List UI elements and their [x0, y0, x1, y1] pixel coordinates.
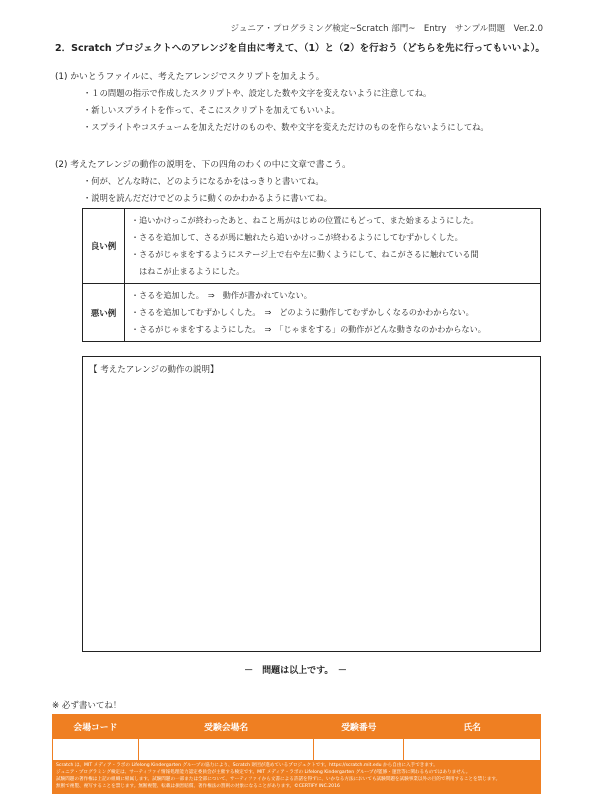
venue-name-header: 受験会場名: [138, 715, 314, 739]
footer-line: ジュニア・プログラミング検定は、サーティファイ情報処理能力認定委員会が主催する検定です。MIT メディア・ラボの Lifelong Kindergarten グループが監修・運営等に関わるものではありません。: [56, 770, 471, 775]
part2-heading: (2) 考えたアレンジの動作の説明を、下の四角のわくの中に文章で書こう。: [55, 160, 351, 170]
footer-line: 試験問題の著作権は上記の組織に帰属します。試験問題の一部または全部について、サーティファイから文書による許諾を得ずに、いかなる方法においても試験問題を試験事業以外の目的で利用することを禁じます。: [56, 777, 501, 782]
bad-example-line: ・さるを追加した。 ⇒ 動作が書かれていない。: [131, 290, 312, 300]
required-note: ※ 必ず書いてね！: [52, 701, 122, 711]
good-example-line: ・さるを追加して、さるが馬に触れたら追いかけっこが終わるようにしてむずかしくした。: [131, 232, 463, 242]
name-header: 氏名: [404, 715, 541, 739]
question-title: 2．Scratch プロジェクトへのアレンジを自由に考えて、（1）と（2）を行おう（どちらを先に行ってもいいよ）。: [55, 43, 545, 54]
footer-line: 無断で複製、複写することを禁じます。無断複製、転載は損害賠償、著作権法の罰則の対象になることがあります。©CERTIFY INC.2016: [56, 784, 340, 789]
good-example-line: ・さるがじゃまをするようにステージ上で右や左に動くようにして、ねこがさるに触れている間: [131, 249, 479, 259]
exam-number-header: 受験番号: [314, 715, 404, 739]
answer-box-title: 【 考えたアレンジの動作の説明】: [89, 365, 219, 375]
good-example-line: はねこが止まるようにした。: [131, 266, 245, 276]
footer-line: Scratch は、MIT メディア・ラボの Lifelong Kindergarten グループの協力により、Scratch 財団が進めているプロジェクトです。https://scratch.mit.edu から自由に入手できます。: [56, 763, 438, 768]
good-example-line: ・追いかけっこが終わったあと、ねこと馬がはじめの位置にもどって、また始まるようにした。: [131, 215, 479, 225]
good-example-label: 良い例: [83, 209, 125, 284]
part1-bullet: ・スプライトやコスチュームを加えただけのものや、数や文字を変えただけのものを作らないようにしてね。: [83, 122, 489, 132]
answer-box[interactable]: [82, 356, 541, 652]
part1-bullet: ・１の問題の指示で作成したスクリプトや、設定した数や文字を変えないように注意してね。: [83, 88, 432, 98]
good-example-row: [83, 209, 541, 284]
bad-example-label: 悪い例: [83, 284, 125, 342]
end-of-questions: － 問題は以上です。 －: [244, 666, 347, 676]
part2-bullet: ・説明を読んだだけでどのように動くのかわかるように書いてね。: [83, 193, 332, 203]
part1-heading: (1) かいとうファイルに、考えたアレンジでスクリプトを加えよう。: [55, 72, 325, 82]
venue-code-header: 会場コード: [53, 715, 139, 739]
part1-bullet: ・新しいスプライトを作って、そこにスクリプトを加えてもいいよ。: [83, 105, 340, 115]
bad-example-line: ・さるがじゃまをするようにした。 ⇒ 「じゃまをする」の動作がどんな動きなのかわからない。: [131, 324, 486, 334]
document-header: ジュニア・プログラミング検定~Scratch 部門~ Entry サンプル問題 Ver.2.0: [230, 24, 543, 34]
good-example-body: [125, 209, 541, 284]
bad-example-row: [83, 284, 541, 342]
registration-table: [52, 714, 541, 765]
examples-table: [82, 208, 541, 342]
bad-example-body: [125, 284, 541, 342]
copyright-footer: [52, 760, 541, 794]
bad-example-line: ・さるを追加してむずかしくした。 ⇒ どのように動作してむずかしくなるのかわからない。: [131, 307, 474, 317]
part2-bullet: ・何が、どんな時に、どのようになるかをはっきりと書いてね。: [83, 176, 324, 186]
